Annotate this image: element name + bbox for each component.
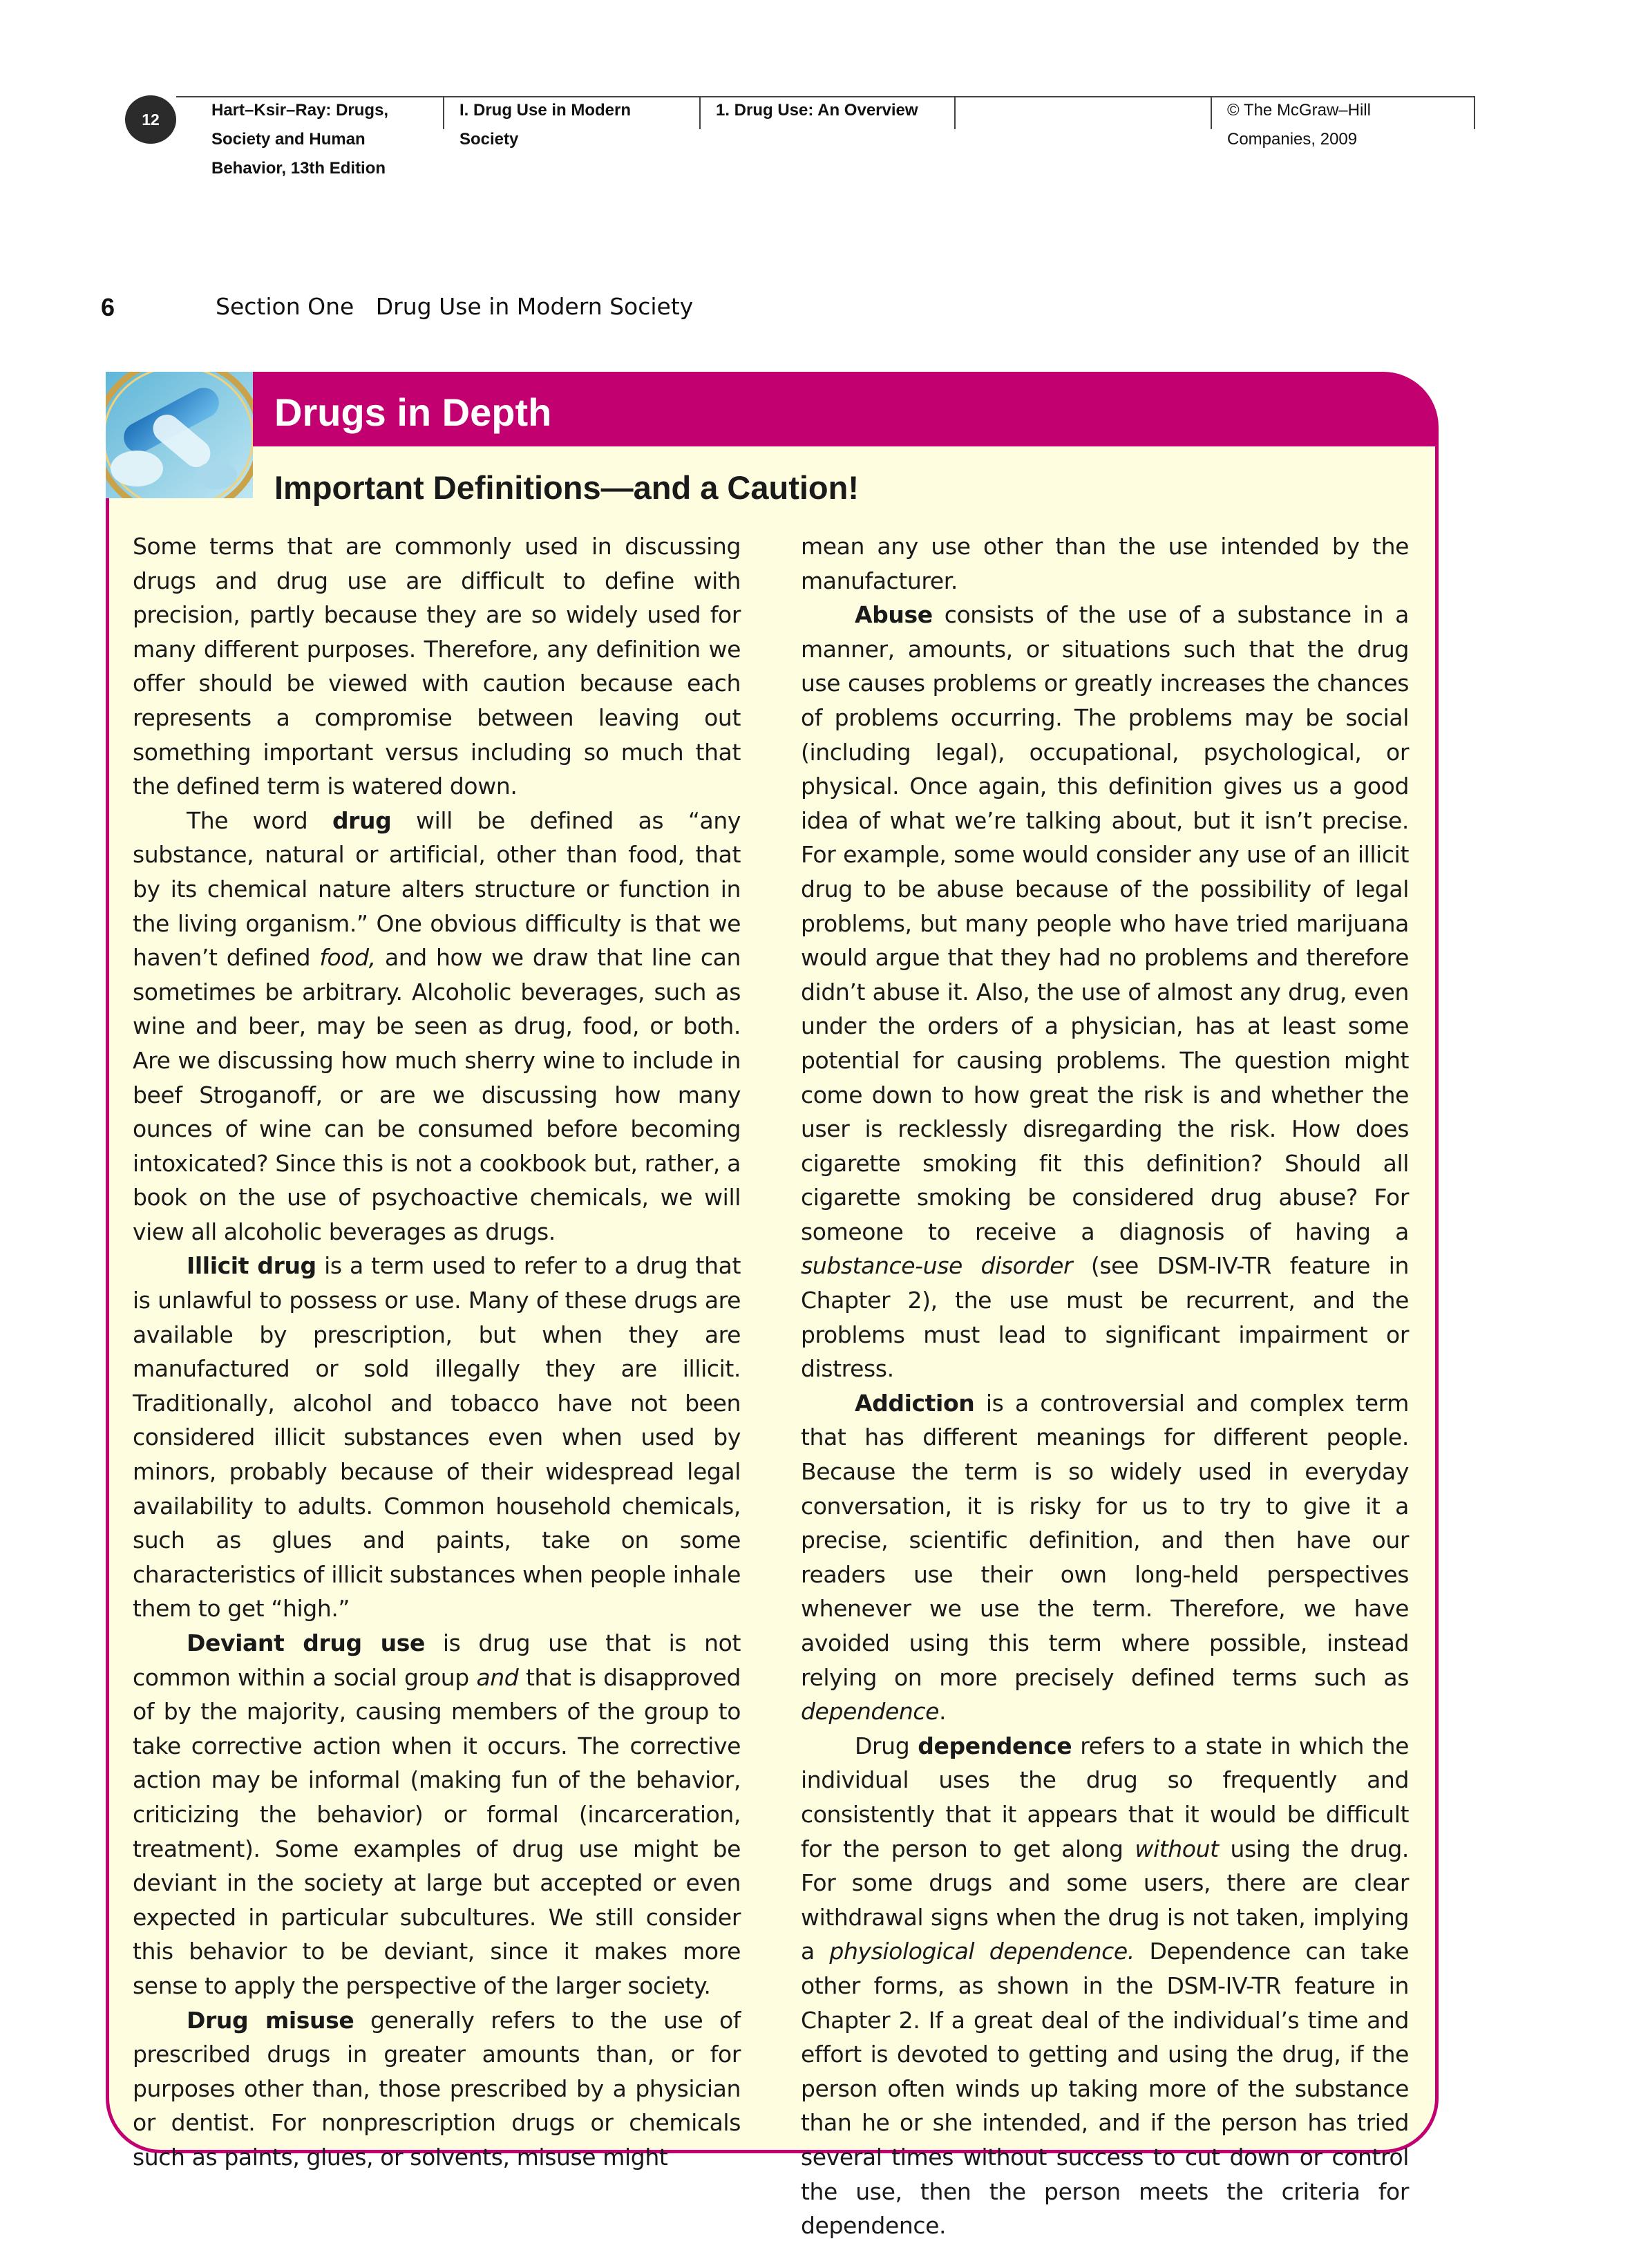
emphasis-physiological-dependence: physiological dependence. <box>829 1938 1135 1965</box>
paragraph-misuse-continued: mean any use other than the use intended by the manufacturer. <box>801 533 1409 594</box>
header-part-title: I. Drug Use in Modern Society <box>459 101 632 149</box>
page-number-badge-text: 12 <box>142 110 160 129</box>
text-run: that is disapproved of by the majority, causing members of the group to take corrective action when it occurs. The corrective action may be informal (making fun of the behavior, criticizing the behavior) or formal (incarceration, treatment). Some examples of drug use might be deviant in the society at large but accepted or even expected in particular subcultures. We still consider this behavior to be deviant, since it makes more sense to apply the perspective of the larger society. <box>133 1663 741 1999</box>
term-addiction: Addiction <box>855 1389 975 1417</box>
paragraph-drug-misuse <box>133 2003 741 2175</box>
paragraph-deviant-drug-use <box>133 1626 741 2003</box>
text-run: refers to a state in which the individual uses the drug so frequently and consistently that it appears that it would be difficult for the person to get along <box>801 1732 1409 1862</box>
feature-title: Important Definitions—and a Caution! <box>274 469 859 506</box>
text-run: is a controversial and complex term that has different meanings for different people. Because the term is so widely used in everyday conversation, it is risky for us to try to give it a precise, scientific definition, and then have our readers use their own long-held perspectives whenever we use the term. Therefore, we have avoided using this term where possible, instead relying on more precisely defined terms such as <box>801 1389 1409 1691</box>
term-dependence: dependence <box>918 1732 1072 1759</box>
emphasis-without: without <box>1135 1835 1219 1862</box>
text-run: and how we draw that line can sometimes be arbitrary. Alcoholic beverages, such as wine and beer, may be seen as drug, food, or both. Are we discussing how much sherry wine to include in beef Stroganoff, or are we discussing how many ounces of wine can be consumed before becoming intoxicated? Since this is not a cookbook but, rather, a book on the use of psychoactive chemicals, we will view all alcoholic beverages as drugs. <box>133 944 741 1245</box>
feature-label: Drugs in Depth <box>274 390 552 434</box>
page-number-badge <box>125 95 176 144</box>
term-illicit-drug: Illicit drug <box>187 1252 316 1280</box>
right-column <box>801 529 1409 2243</box>
emphasis-dependence: dependence <box>801 1698 940 1726</box>
page-folio-number: 6 <box>101 293 115 321</box>
paragraph-illicit-drug <box>133 1249 741 1626</box>
text-run: . <box>939 1698 947 1726</box>
text-run: Drug <box>855 1732 918 1759</box>
emphasis-and: and <box>476 1663 519 1691</box>
pills-photo-icon <box>106 372 253 498</box>
paragraph-intro: Some terms that are commonly used in discussing drugs and drug use are difficult to define with precision, partly because they are so widely used for many different purposes. Therefore, any definition we offer should be viewed with caution because each represents a compromise between leaving out something important versus including so much that the defined term is watered down. <box>133 533 741 800</box>
header-divider <box>1211 96 1212 129</box>
paragraph-addiction <box>801 1386 1409 1729</box>
text-run: generally refers to the use of prescribed drugs in greater amounts than, or for purposes other than, those prescribed by a physician or dentist. For nonprescription drugs or chemicals such as paints, glues, or solvents, misuse might <box>133 2006 741 2171</box>
text-run: is a term used to refer to a drug that is unlawful to possess or use. Many of these drugs are available by prescription, but when they are manufactured or sold illegally they are illicit. Traditionally, alcohol and tobacco have not been considered illicit substances even when used by minors, probably because of their widespread legal availability to adults. Common household chemicals, such as glues and paints, take on some characteristics of illicit substances when people inhale them to get “high.” <box>133 1252 741 1623</box>
emphasis-substance-use-disorder: substance-use disorder <box>801 1252 1073 1280</box>
term-abuse: Abuse <box>855 601 933 629</box>
text-run: (see DSM-IV-TR feature in Chapter 2), the use must be recurrent, and the problems must lead to significant impairment or distress. <box>801 1252 1409 1383</box>
text-run: The word <box>187 806 332 834</box>
emphasis-food: food, <box>319 944 376 972</box>
paragraph-abuse <box>801 598 1409 1386</box>
term-drug: drug <box>332 806 392 834</box>
term-deviant-drug-use: Deviant drug use <box>187 1629 425 1656</box>
text-run: is drug use that is not common within a social group <box>133 1629 741 1691</box>
left-column <box>133 529 741 2175</box>
header-chapter-title: 1. Drug Use: An Overview <box>716 101 918 120</box>
text-run: using the drug. For some drugs and some users, there are clear withdrawal signs when the drug is not taken, implying a <box>801 1835 1410 1965</box>
header-divider <box>954 96 956 129</box>
term-drug-misuse: Drug misuse <box>187 2006 354 2034</box>
header-book-title: Hart–Ksir–Ray: Drugs, Society and Human Behavior, 13th Edition <box>211 101 389 178</box>
header-divider <box>699 96 701 129</box>
text-run: will be defined as “any substance, natural or artificial, other than food, that by its chemical nature alters structure or function in the living organism.” One obvious difficulty is that we haven’t defined <box>133 806 741 972</box>
header-copyright: © The McGraw–Hill Companies, 2009 <box>1227 101 1371 149</box>
text-run: consists of the use of a substance in a manner, amounts, or situations such that the drug use causes problems or greatly increases the chances of problems occurring. The problems may be social (including legal), occupational, psychological, or physical. Once again, this definition gives us a good idea of what we’re talking about, but it isn’t precise. For example, some would consider any use of an illicit drug to be abuse because of the possibility of legal problems, but many people who have tried marijuana would argue that they had no problems and therefore didn’t abuse it. Also, the use of almost any drug, even under the orders of a physician, has at least some potential for causing problems. The question might come down to how great the risk is and whether the user is recklessly disregarding the risk. How does cigarette smoking fit this definition? Should all cigarette smoking be considered drug abuse? For someone to receive a diagnosis of having a <box>801 601 1409 1245</box>
text-run: Dependence can take other forms, as shown in the DSM-IV-TR feature in Chapter 2. If a great deal of the individual’s time and effort is devoted to getting and using the drug, if the person often winds up taking more of the substance than he or she intended, and if the person has tried several times without success to cut down or control the use, then the person meets the criteria for dependence. <box>801 1938 1409 2240</box>
header-divider <box>443 96 444 129</box>
paragraph-drug <box>133 804 741 1249</box>
header-divider <box>1474 96 1475 129</box>
section-running-title: Section One Drug Use in Modern Society <box>216 293 694 320</box>
paragraph-dependence <box>801 1729 1409 2243</box>
